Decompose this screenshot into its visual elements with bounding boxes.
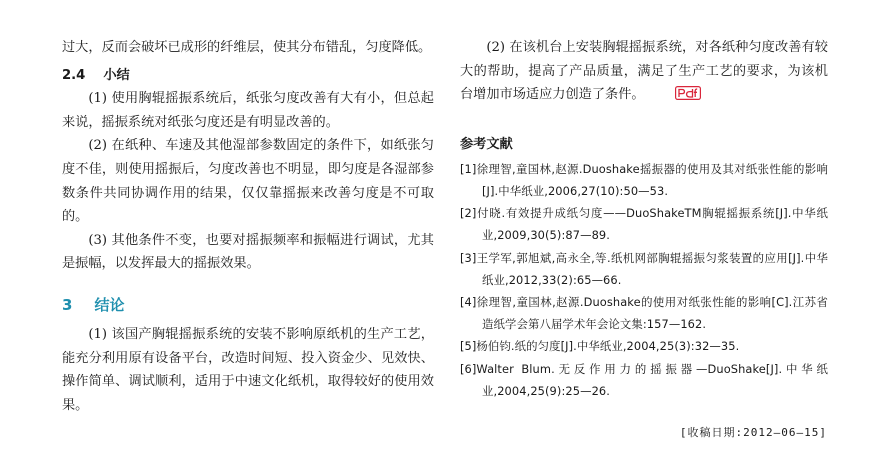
reference-item: [4]徐理智,童国林,赵源.Duoshake的使用对纸张性能的影响[C].江苏省造纸学会第八届学术年会论文集:157—162. [460,295,828,332]
left-column [62,0,434,417]
paragraph-summary-2: (2) 在纸种、车速及其他湿部参数固定的条件下，如纸张匀度不佳，则使用摇振后，匀度改善也不明显，即匀度是各湿部参数条件共同协调作用的结果，仅仅靠摇振来改善匀度是不可取的。 [62,138,434,225]
pdf-logo-icon[interactable] [649,85,701,109]
paragraph-summary-1: (1) 使用胸辊摇振系统后，纸张匀度改善有大有小，但总起来说，摇振系统对纸张匀度还是有明显改善的。 [62,91,434,130]
paragraph-text: (2) 在该机台上安装胸辊摇振系统，对各纸种匀度改善有较大的帮助，提高了产品质量，满足了生产工艺的要求，为该机台增加市场适应力创造了条件。 [460,40,828,103]
reference-item: [1]徐理智,童国林,赵源.Duoshake摇振器的使用及其对纸张性能的影响[J].中华纸业,2006,27(10):50—53. [460,161,828,198]
right-column [460,0,828,402]
received-date: [收稿日期:2012—06—15] [679,426,827,439]
section-heading-2-4 [62,64,434,88]
references-heading: 参考文献 [460,136,513,152]
paragraph-conclusion-1: (1) 该国产胸辊摇振系统的安装不影响原纸机的生产工艺，能充分利用原有设备平台，改造时间短、投入资金少、见效快、操作简单、调试顺利，适用于中速文化纸机，取得较好的使用效果。 [62,326,434,413]
paragraph-continuation: 过大，反而会破坏已成形的纤维层，使其分布错乱，匀度降低。 [62,40,432,55]
reference-item: [5]杨伯钧.纸的匀度[J].中华纸业,2004,25(3):32—35. [460,339,740,354]
reference-item: [3]王学军,郭旭斌,高永全,等.纸机网部胸辊摇振匀浆装置的应用[J].中华纸业,2012,33(2):65—66. [460,250,828,287]
section-number: 2.4 [62,67,86,83]
section-title: 结论 [94,295,125,314]
reference-item: [2]付晓.有效提升成纸匀度——DuoShakeTM胸辊摇振系统[J].中华纸业,2009,30(5):87—89. [460,206,828,243]
paragraph-summary-3: (3) 其他条件不变，也要对摇振频率和振幅进行调试，尤其是振幅，以发挥最大的摇振效果。 [62,232,434,272]
section-title: 小结 [103,67,130,83]
reference-item: [6]Walter Blum.无反作用力的摇振器—DuoShake[J].中华纸业,2004,25(9):25—26. [460,361,828,398]
section-heading-3 [62,294,434,315]
section-number: 3 [62,295,73,314]
paragraph-conclusion-2 [460,36,828,109]
